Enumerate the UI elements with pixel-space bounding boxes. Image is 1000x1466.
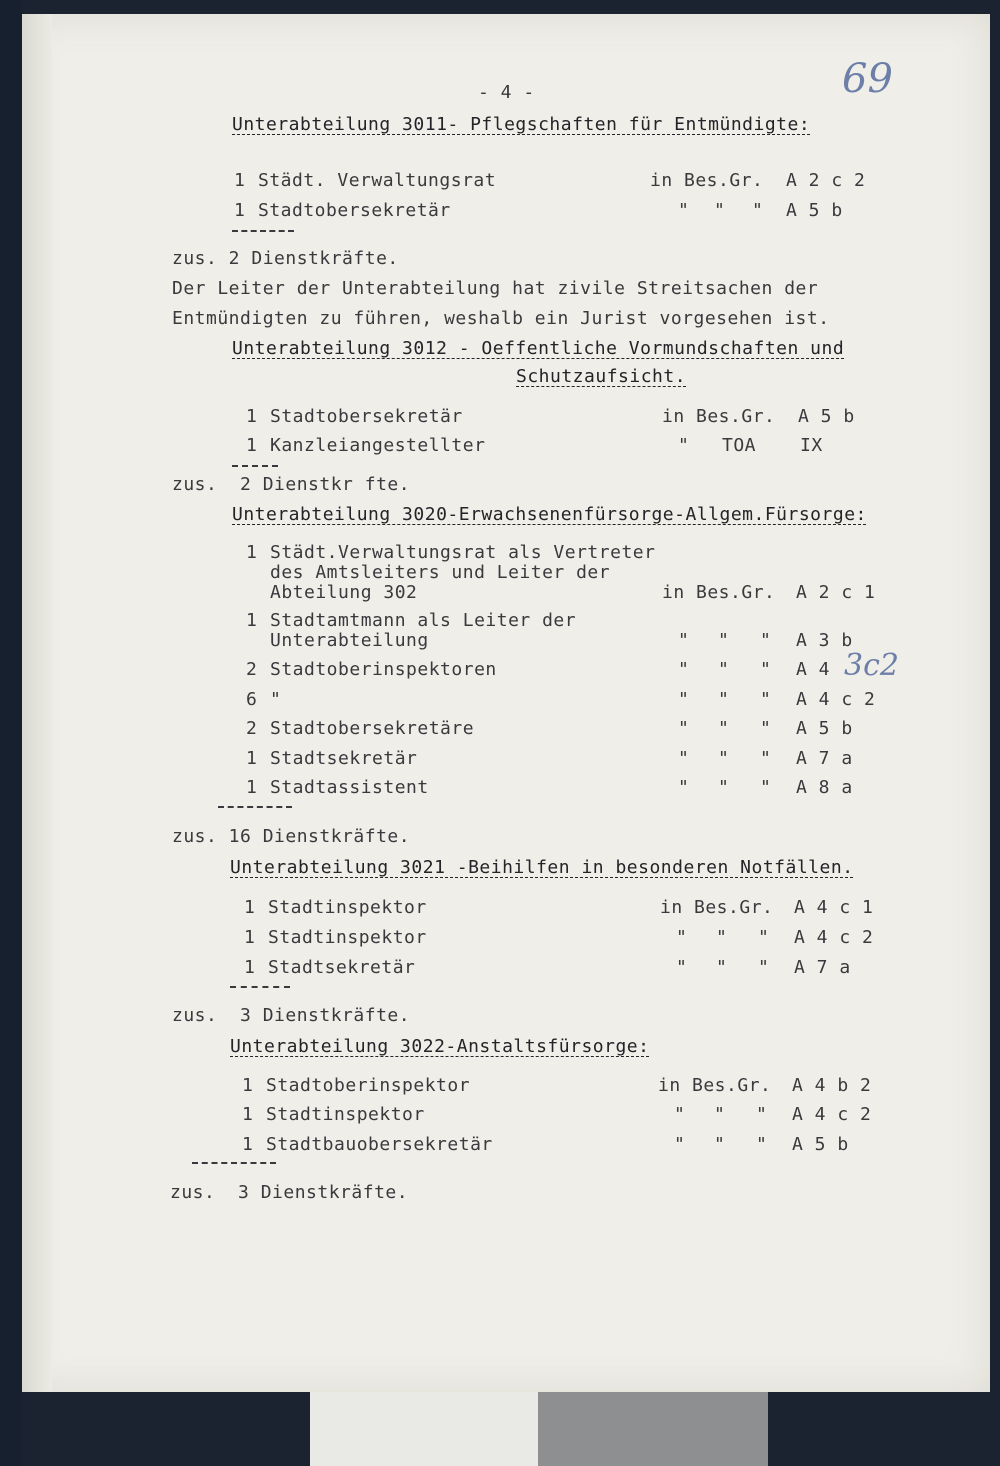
- page-number: - 4 -: [478, 82, 535, 103]
- section-total: zus. 16 Dienstkräfte.: [172, 826, 411, 847]
- ditto-mark: ": [714, 1134, 726, 1155]
- section-heading-3021: Unterabteilung 3021 -Beihilfen in besonderen Notfällen.: [230, 857, 854, 878]
- row-group-label: in Bes.Gr.: [650, 170, 764, 191]
- row-count: 1: [242, 1104, 254, 1125]
- ditto-mark: ": [714, 1104, 726, 1125]
- row-count: 1: [244, 957, 256, 978]
- row-count: 1: [246, 435, 258, 456]
- row-grade: A 4 c 1: [794, 897, 874, 918]
- ditto-mark: ": [676, 927, 688, 948]
- row-grade: A 8 a: [796, 777, 853, 798]
- sum-rule: [232, 465, 278, 467]
- ditto-mark: ": [756, 1134, 768, 1155]
- section-heading-3020: Unterabteilung 3020-Erwachsenenfürsorge-Allgem.Fürsorge:: [232, 504, 867, 525]
- ditto-mark: ": [760, 659, 772, 680]
- ditto-mark: ": [760, 630, 772, 651]
- ditto-mark: ": [718, 748, 730, 769]
- row-title: Stadtbauobersekretär: [266, 1134, 493, 1155]
- row-group-label: in Bes.Gr.: [662, 406, 776, 427]
- row-title: Stadtinspektor: [268, 897, 427, 918]
- row-title-cont: Unterabteilung: [270, 630, 429, 651]
- row-grade: A 4 c 2: [794, 927, 874, 948]
- note-line: Entmündigten zu führen, weshalb ein Jurist vorgesehen ist.: [172, 308, 830, 329]
- handwritten-grade-correction: 3c2: [844, 648, 899, 683]
- note-line: Der Leiter der Unterabteilung hat zivile Streitsachen der: [172, 278, 819, 299]
- row-grade: A 5 b: [786, 200, 843, 221]
- ditto-mark: ": [760, 689, 772, 710]
- row-grade: A 3 b: [796, 630, 853, 651]
- ditto-mark: ": [714, 200, 726, 221]
- row-count: 1: [246, 406, 258, 427]
- ditto-mark: ": [716, 927, 728, 948]
- row-title: Stadtobersekretär: [258, 200, 451, 221]
- row-count: 1: [244, 927, 256, 948]
- row-grade: A 7 a: [794, 957, 851, 978]
- row-title: Stadtobersekretär: [270, 406, 463, 427]
- section-heading-3012: Unterabteilung 3012 - Oeffentliche Vormundschaften und: [232, 338, 845, 359]
- row-grade: A 4 c 2: [792, 1104, 872, 1125]
- row-count: 1: [234, 200, 246, 221]
- row-count: 2: [246, 659, 258, 680]
- sum-rule: [192, 1162, 276, 1164]
- sum-rule: [230, 986, 290, 988]
- section-heading-3022: Unterabteilung 3022-Anstaltsfürsorge:: [230, 1036, 650, 1057]
- scan-background: [0, 0, 22, 1466]
- sum-rule: [218, 806, 292, 808]
- ditto-mark: ": [678, 748, 690, 769]
- row-count: 1: [242, 1075, 254, 1096]
- calibration-patch-white: [310, 1392, 538, 1466]
- row-count: 6: [246, 689, 258, 710]
- row-grade: A 4 c 2: [796, 689, 876, 710]
- row-title-cont: Abteilung 302: [270, 582, 418, 603]
- row-title: Städt.Verwaltungsrat als Vertreter: [270, 542, 656, 563]
- row-count: 1: [234, 170, 246, 191]
- ditto-mark: ": [718, 659, 730, 680]
- row-title-ditto: ": [270, 689, 282, 710]
- page-binding-edge: [22, 14, 52, 1392]
- row-title: Stadtobersekretäre: [270, 718, 475, 739]
- row-title: Stadtoberinspektoren: [270, 659, 497, 680]
- ditto-mark: ": [760, 777, 772, 798]
- row-title: Städt. Verwaltungsrat: [258, 170, 497, 191]
- ditto-mark: ": [678, 200, 690, 221]
- ditto-mark: ": [718, 777, 730, 798]
- row-title: Stadtinspektor: [266, 1104, 425, 1125]
- ditto-mark: ": [678, 689, 690, 710]
- row-grade: A 5 b: [792, 1134, 849, 1155]
- ditto-mark: ": [752, 200, 764, 221]
- ditto-mark: ": [758, 927, 770, 948]
- sum-rule: [232, 230, 294, 232]
- section-total: zus. 2 Dienstkr fte.: [172, 474, 411, 495]
- row-title: Stadtinspektor: [268, 927, 427, 948]
- ditto-mark: ": [678, 718, 690, 739]
- row-grade: A 7 a: [796, 748, 853, 769]
- row-count: 1: [244, 897, 256, 918]
- calibration-patch-grey: [538, 1392, 768, 1466]
- ditto-mark: ": [718, 718, 730, 739]
- ditto-mark: ": [716, 957, 728, 978]
- row-title: Stadtoberinspektor: [266, 1075, 471, 1096]
- ditto-mark: ": [674, 1134, 686, 1155]
- row-grade: IX: [800, 435, 823, 456]
- row-title: Stadtamtmann als Leiter der: [270, 610, 577, 631]
- row-title: Kanzleiangestellter: [270, 435, 486, 456]
- row-title: Stadtsekretär: [268, 957, 416, 978]
- row-grade: A 2 c 1: [796, 582, 876, 603]
- ditto-mark: ": [718, 630, 730, 651]
- row-group-label: in Bes.Gr.: [660, 897, 774, 918]
- ditto-mark: ": [760, 718, 772, 739]
- row-count: 1: [246, 610, 258, 631]
- section-total: zus. 3 Dienstkräfte.: [170, 1182, 409, 1203]
- ditto-mark: ": [718, 689, 730, 710]
- row-title: Stadtassistent: [270, 777, 429, 798]
- row-count: 2: [246, 718, 258, 739]
- ditto-mark: ": [756, 1104, 768, 1125]
- ditto-mark: ": [678, 659, 690, 680]
- ditto-mark: ": [760, 748, 772, 769]
- ditto-mark: ": [676, 957, 688, 978]
- ditto-mark: ": [678, 777, 690, 798]
- row-count: 1: [246, 777, 258, 798]
- section-total: zus. 2 Dienstkräfte.: [172, 248, 399, 269]
- row-grade: A 2 c 2: [786, 170, 866, 191]
- row-grade: A 4 b 2: [792, 1075, 872, 1096]
- ditto-mark: ": [678, 435, 690, 456]
- row-grade: A 5 b: [798, 406, 855, 427]
- row-title: Stadtsekretär: [270, 748, 418, 769]
- row-grade: A 4: [796, 659, 831, 680]
- section-total: zus. 3 Dienstkräfte.: [172, 1005, 411, 1026]
- row-group-label: in Bes.Gr.: [662, 582, 776, 603]
- row-count: 1: [246, 542, 258, 563]
- row-count: 1: [242, 1134, 254, 1155]
- ditto-mark: ": [674, 1104, 686, 1125]
- section-heading-3011: Unterabteilung 3011- Pflegschaften für Entmündigte:: [232, 114, 811, 135]
- row-grade: A 5 b: [796, 718, 853, 739]
- ditto-mark: ": [758, 957, 770, 978]
- row-tariff: TOA: [722, 435, 757, 456]
- row-count: 1: [246, 748, 258, 769]
- folio-number: 69: [842, 56, 893, 102]
- row-group-label: in Bes.Gr.: [658, 1075, 772, 1096]
- ditto-mark: ": [678, 630, 690, 651]
- section-heading-3012-cont: Schutzaufsicht.: [516, 366, 687, 387]
- row-title-cont: des Amtsleiters und Leiter der: [270, 562, 611, 583]
